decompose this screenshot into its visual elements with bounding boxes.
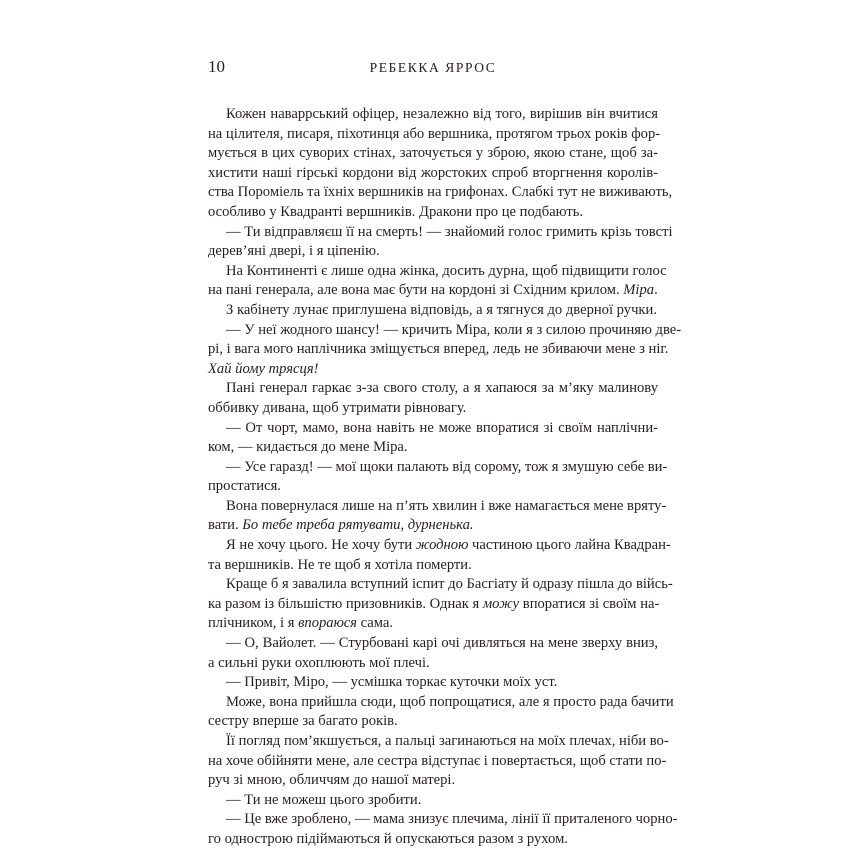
- text-line: [208, 536, 671, 556]
- text-line: [208, 556, 658, 576]
- text-segment: оббивку дивана, щоб утримати рівновагу.: [208, 399, 467, 416]
- text-line: [208, 321, 682, 341]
- italic-text: Бо тебе треба рятувати, дурненька.: [242, 517, 474, 534]
- text-line: [208, 830, 658, 850]
- text-line: [208, 183, 673, 203]
- text-segment: руч зі мною, обличчям до нашої матері.: [208, 772, 456, 789]
- italic-text: можу: [482, 595, 520, 612]
- text-line: [208, 281, 658, 301]
- text-line: [208, 516, 658, 536]
- text-line: [208, 223, 673, 243]
- body-text: [208, 105, 682, 850]
- text-line: [208, 399, 658, 419]
- text-line: [208, 262, 667, 282]
- text-segment: сестру вперше за багато років.: [208, 713, 398, 730]
- text-segment: Її погляд пом’якшується, а пальці загинаються на моїх плечах, ніби во-: [226, 733, 669, 749]
- text-segment: — От чорт, мамо, вона навіть не може впоратися зі своїм наплічни-: [226, 419, 658, 436]
- text-line: [208, 654, 658, 674]
- italic-text: Хай йому трясця!: [208, 360, 319, 377]
- text-segment: та вершників. Не те щоб я хотіла померти.: [208, 556, 472, 573]
- text-segment: сама.: [356, 615, 394, 632]
- text-line: [208, 242, 658, 262]
- text-segment: ком, — кидається до мене Міра.: [208, 439, 408, 456]
- text-segment: Краще б я завалила вступний іспит до Басгіату й одразу пішла до війсь-: [226, 576, 673, 593]
- text-line: [208, 144, 658, 164]
- italic-text: жодною: [415, 537, 469, 554]
- text-segment: — Усе гаразд! — мої щоки палають від сорому, тож я змушую себе ви-: [226, 458, 668, 475]
- text-line: [208, 771, 658, 791]
- text-segment: плічником, і я: [208, 615, 299, 632]
- text-line: [208, 575, 673, 595]
- text-segment: — Привіт, Міро, — усмішка торкає куточки моїх уст.: [226, 674, 558, 691]
- text-segment: частиною цього лайна Квадран-: [468, 537, 671, 554]
- text-line: [208, 340, 669, 360]
- text-segment: — У неї жодного шансу! — кричить Міра, коли я з силою прочиняю две-: [226, 321, 682, 338]
- page-header: [208, 56, 658, 80]
- text-line: [208, 810, 678, 830]
- text-segment: впоратися зі своїм на-: [519, 595, 660, 612]
- text-segment: на пані генерала, але вона має бути на кордоні зі Східним крилом.: [208, 282, 624, 299]
- text-line: [208, 673, 658, 693]
- text-line: [208, 458, 668, 478]
- text-line: [208, 419, 658, 439]
- text-segment: мується в цих суворих стінах, заточується у зброю, якою стане, щоб за-: [208, 145, 658, 162]
- text-segment: Вона повернулася лише на п’ять хвилин і вже намагається мене вряту-: [226, 497, 667, 514]
- text-segment: а сильні руки охоплюють мої плечі.: [208, 654, 430, 671]
- text-line: [208, 438, 658, 458]
- text-segment: .: [654, 282, 658, 299]
- text-line: [208, 752, 667, 772]
- text-line: [208, 301, 658, 321]
- text-segment: простатися.: [208, 478, 281, 495]
- text-line: [208, 693, 674, 713]
- text-segment: На Континенті є лише одна жінка, досить дурна, щоб підвищити голос: [226, 262, 667, 279]
- text-line: [208, 595, 658, 615]
- text-segment: рі, і вага мого наплічника зміщується вперед, ледь не збиваючи мене з ніг.: [208, 341, 669, 358]
- text-segment: Я не хочу цього. Не хочу бути: [226, 537, 416, 554]
- text-segment: дерев’яні двері, і я ціпенію.: [208, 243, 380, 260]
- text-line: [208, 732, 669, 752]
- text-line: [208, 477, 658, 497]
- text-line: [208, 497, 667, 517]
- text-segment: хистити наші гірські кордони від жорстоких спроб вторгнення королів-: [208, 164, 658, 181]
- text-segment: — Ти не можеш цього зробити.: [226, 791, 422, 808]
- running-head-author: РЕБЕККА ЯРРОС: [369, 60, 497, 75]
- text-line: [208, 164, 658, 184]
- text-segment: — О, Вайолет. — Стурбовані карі очі дивляться на мене зверху вниз,: [226, 635, 658, 652]
- text-segment: Може, вона прийшла сюди, щоб попрощатися, але я просто рада бачити: [226, 693, 674, 710]
- text-segment: — Ти відправляєш її на смерть! — знайомий голос гримить крізь товсті: [226, 223, 673, 240]
- text-segment: на хоче обійняти мене, але сестра відступає і повертається, щоб стати по-: [208, 752, 667, 769]
- text-segment: на цілителя, писаря, піхотинця або вершника, протягом трьох років фор-: [208, 125, 661, 142]
- text-line: [208, 125, 661, 145]
- text-segment: го однострою підіймаються й опускаються разом з рухом.: [208, 830, 568, 847]
- text-line: [208, 634, 658, 654]
- text-line: [208, 791, 658, 811]
- page-number: 10: [208, 57, 225, 76]
- text-segment: Кожен наваррський офіцер, незалежно від того, вирішив він вчитися: [226, 106, 658, 122]
- text-segment: особливо у Квадранті вершників. Дракони про це подбають.: [208, 203, 584, 220]
- text-segment: — Це вже зроблено, — мама знизує плечима, лінії її приталеного чорно-: [226, 811, 678, 828]
- text-segment: Пані генерал гаркає з-за свого столу, а я хапаюся за м’яку малинову: [226, 380, 658, 397]
- text-segment: вати.: [208, 517, 243, 534]
- text-line: [208, 203, 658, 223]
- text-line: [208, 379, 658, 399]
- text-line: [208, 614, 658, 634]
- text-line: [208, 105, 658, 125]
- italic-text: впораюся: [298, 615, 357, 632]
- italic-text: Міра: [623, 282, 655, 299]
- text-segment: ка разом із більшістю призовників. Однак я: [208, 595, 483, 612]
- text-line: [208, 712, 658, 732]
- text-segment: З кабінету лунає приглушена відповідь, а я тягнуся до дверної ручки.: [226, 301, 657, 318]
- text-line: [208, 360, 658, 380]
- text-segment: ства Пороміель та їхніх вершників на грифонах. Слабкі тут не виживають,: [208, 184, 673, 201]
